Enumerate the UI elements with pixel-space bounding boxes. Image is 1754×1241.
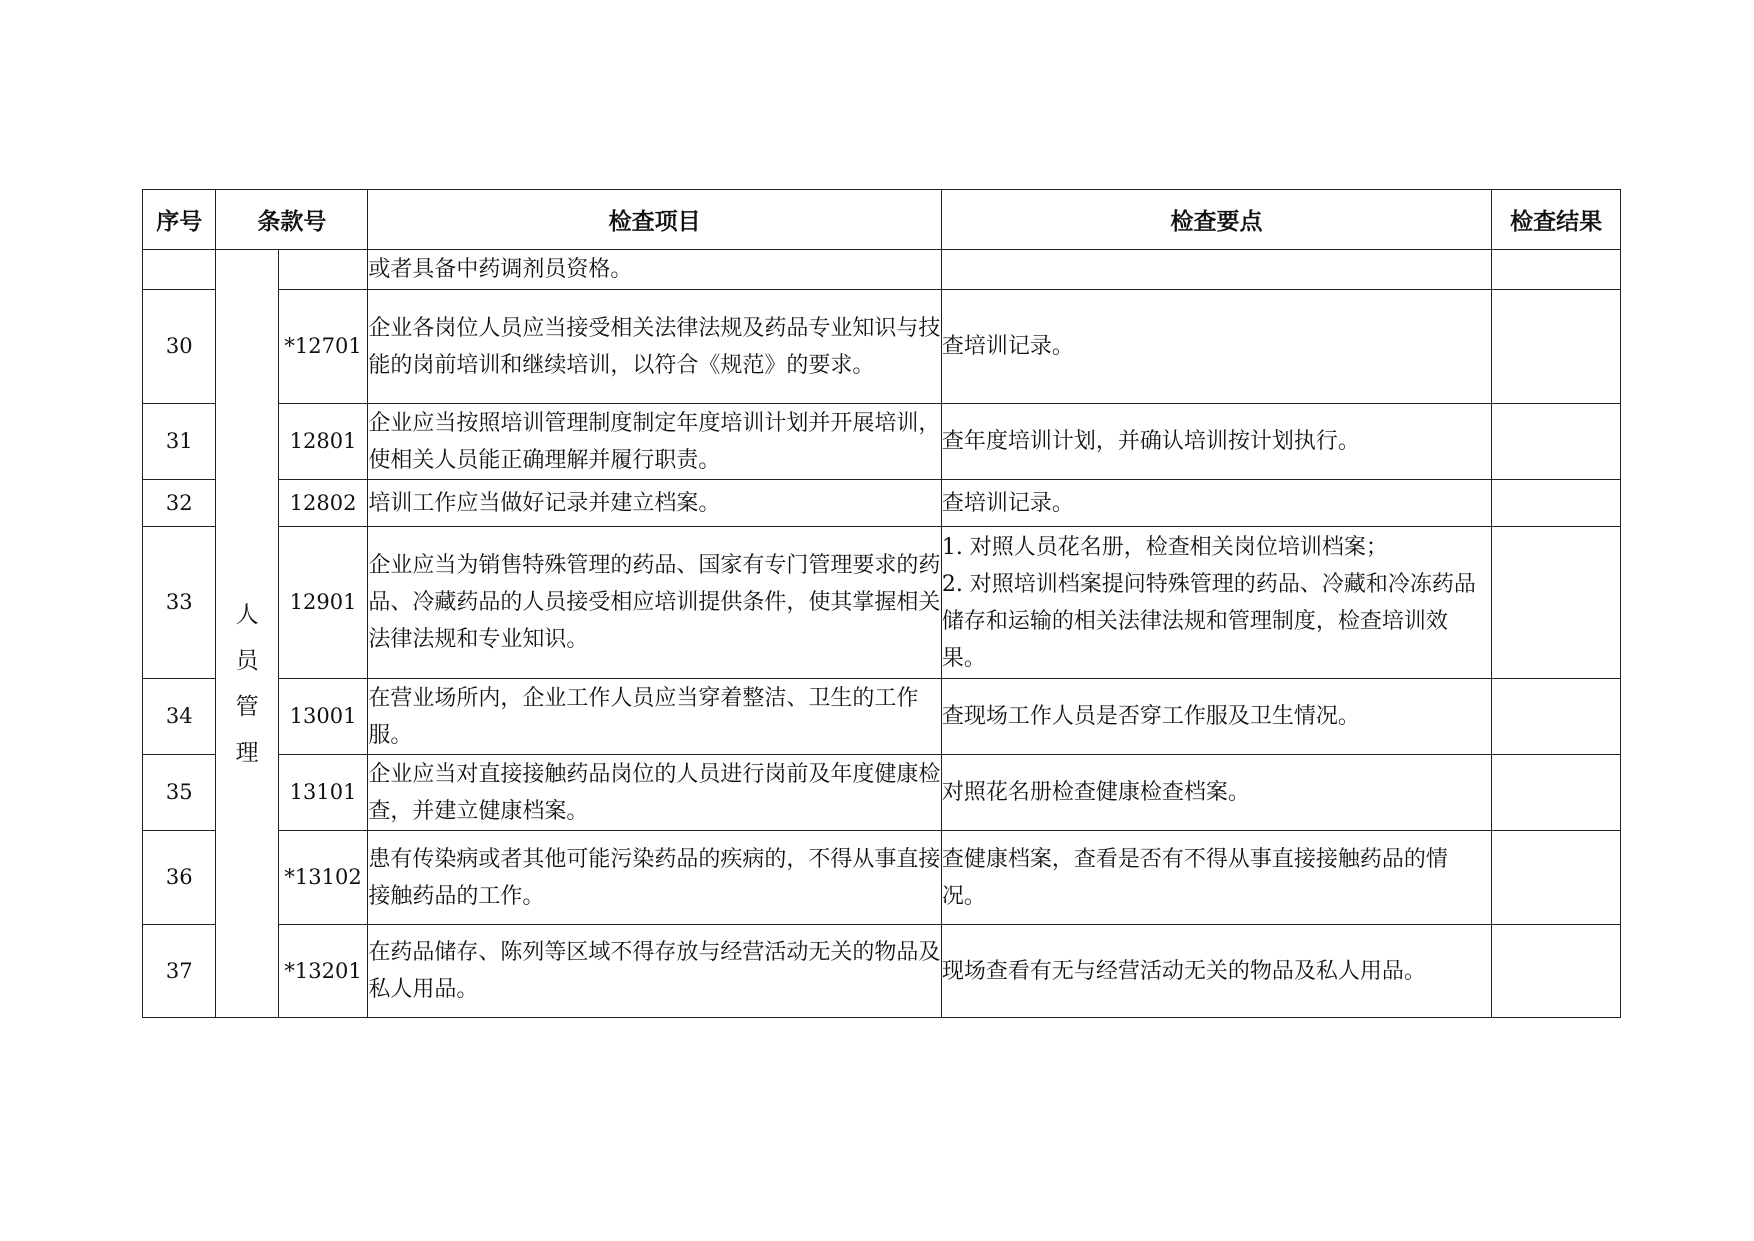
item-cell: 或者具备中药调剂员资格。 <box>368 250 941 290</box>
item-cell: 企业应当按照培训管理制度制定年度培训计划并开展培训，使相关人员能正确理解并履行职责。 <box>368 404 941 480</box>
point-cell <box>941 527 1491 679</box>
result-cell <box>1492 250 1621 290</box>
seq-cell: 37 <box>143 925 216 1018</box>
seq-cell: 30 <box>143 290 216 404</box>
point-cell <box>941 250 1491 290</box>
seq-cell <box>143 250 216 290</box>
point-cell <box>941 480 1491 527</box>
seq-cell: 32 <box>143 480 216 527</box>
point-cell <box>941 755 1491 831</box>
category-cell <box>216 250 278 1018</box>
item-cell: 在营业场所内，企业工作人员应当穿着整洁、卫生的工作服。 <box>368 679 941 755</box>
result-cell <box>1492 925 1621 1018</box>
clause-cell: 12901 <box>278 527 368 679</box>
table-body <box>143 250 1621 1018</box>
point-line: 查现场工作人员是否穿工作服及卫生情况。 <box>941 704 1360 729</box>
clause-cell: 12801 <box>278 404 368 480</box>
item-cell: 患有传染病或者其他可能污染药品的疾病的，不得从事直接接触药品的工作。 <box>368 831 941 925</box>
table-row <box>143 679 1621 755</box>
header-seq: 序号 <box>143 190 216 250</box>
clause-cell: 12802 <box>278 480 368 527</box>
seq-cell: 36 <box>143 831 216 925</box>
point-line: 现场查看有无与经营活动无关的物品及私人用品。 <box>941 958 1426 984</box>
item-cell: 企业各岗位人员应当接受相关法律法规及药品专业知识与技能的岗前培训和继续培训，以符合《规范》的要求。 <box>368 290 941 404</box>
header-point: 检查要点 <box>941 190 1491 250</box>
item-cell: 企业应当对直接接触药品岗位的人员进行岗前及年度健康检查，并建立健康档案。 <box>368 755 941 831</box>
clause-cell: 13001 <box>278 679 368 755</box>
clause-cell: 13101 <box>278 755 368 831</box>
result-cell <box>1492 679 1621 755</box>
clause-cell <box>278 250 368 290</box>
seq-cell: 34 <box>143 679 216 755</box>
point-line: 查年度培训计划，并确认培训按计划执行。 <box>941 429 1360 454</box>
point-cell <box>941 925 1491 1018</box>
seq-cell: 35 <box>143 755 216 831</box>
clause-cell: *13102 <box>278 831 368 925</box>
item-cell: 企业应当为销售特殊管理的药品、国家有专门管理要求的药品、冷藏药品的人员接受相应培训提供条件，使其掌握相关法律法规和专业知识。 <box>368 527 941 679</box>
header-clause: 条款号 <box>216 190 368 250</box>
point-line: 查培训记录。 <box>941 334 1074 359</box>
category-label: 人员管理 <box>235 601 259 766</box>
header-item: 检查项目 <box>368 190 941 250</box>
item-cell: 在药品储存、陈列等区域不得存放与经营活动无关的物品及私人用品。 <box>368 925 941 1018</box>
table-row <box>143 925 1621 1018</box>
point-line: 1. 对照人员花名册，检查相关岗位培训档案； <box>941 534 1388 560</box>
point-cell <box>941 831 1491 925</box>
point-line: 查健康档案，查看是否有不得从事直接接触药品的情况。 <box>941 846 1448 909</box>
point-line: 查培训记录。 <box>941 490 1074 516</box>
point-line: 2. 对照培训档案提问特殊管理的药品、冷藏和冷冻药品储存和运输的相关法律法规和管理制度，检查培训效果。 <box>941 571 1476 671</box>
clause-cell: *12701 <box>278 290 368 404</box>
table-row <box>143 755 1621 831</box>
table-row <box>143 404 1621 480</box>
result-cell <box>1492 527 1621 679</box>
point-cell <box>941 404 1491 480</box>
clause-cell: *13201 <box>278 925 368 1018</box>
seq-cell: 33 <box>143 527 216 679</box>
header-row <box>143 190 1621 250</box>
table-row <box>143 831 1621 925</box>
result-cell <box>1492 404 1621 480</box>
point-line: 对照花名册检查健康检查档案。 <box>941 780 1250 805</box>
item-cell: 培训工作应当做好记录并建立档案。 <box>368 480 941 527</box>
result-cell <box>1492 290 1621 404</box>
seq-cell: 31 <box>143 404 216 480</box>
table-row-continuation <box>143 250 1621 290</box>
point-cell <box>941 679 1491 755</box>
inspection-table <box>142 189 1621 1018</box>
result-cell <box>1492 831 1621 925</box>
table-row <box>143 480 1621 527</box>
point-cell <box>941 290 1491 404</box>
result-cell <box>1492 480 1621 527</box>
table-row <box>143 290 1621 404</box>
header-result: 检查结果 <box>1492 190 1621 250</box>
result-cell <box>1492 755 1621 831</box>
table-row <box>143 527 1621 679</box>
